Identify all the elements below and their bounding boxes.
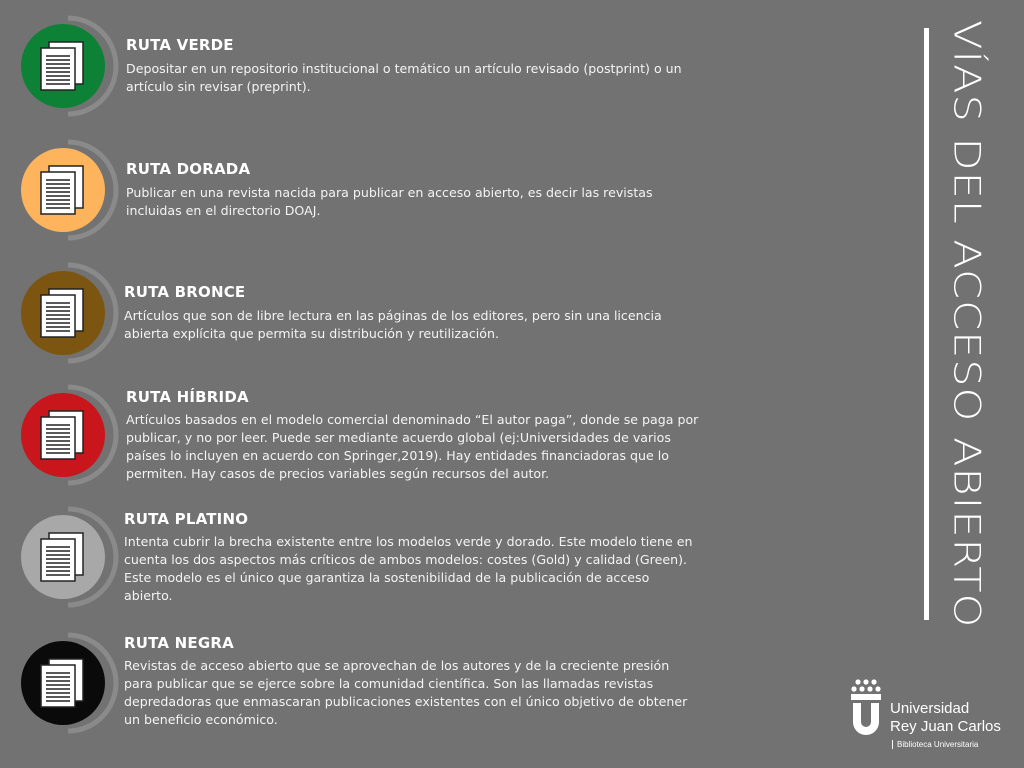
route-description: Publicar en una revista nacida para publicar en acceso abierto, es decir las revistas incluidas en el directorio DOAJ. xyxy=(126,185,653,218)
side-divider-line xyxy=(924,28,929,620)
logo-name-line1: Universidad xyxy=(890,700,970,717)
document-stack-icon xyxy=(16,505,120,609)
route-title: RUTA HÍBRIDA xyxy=(126,388,249,406)
side-title xyxy=(945,20,995,630)
route-badge xyxy=(16,14,120,118)
document-stack-icon xyxy=(16,138,120,242)
route-badge xyxy=(16,138,120,242)
route-negra xyxy=(0,631,720,741)
logo-name-line2: Rey Juan Carlos xyxy=(890,718,1001,735)
route-verde xyxy=(0,14,720,124)
route-description: Revistas de acceso abierto que se aprovechan de los autores y de la creciente presión para publicar que se ejerce sobre la comunidad científica. Son las llamadas revistas depredadoras que enmascaran publicaciones existentes con el único objetivo de obtener un beneficio económico. xyxy=(124,658,688,727)
route-title: RUTA PLATINO xyxy=(124,510,249,528)
route-description: Depositar en un repositorio institucional o temático un artículo revisado (postprint) o un artículo sin revisar (preprint). xyxy=(126,61,682,94)
route-title: RUTA BRONCE xyxy=(124,283,246,301)
logo-name xyxy=(890,700,1001,736)
route-bronce xyxy=(0,261,720,371)
route-title: RUTA VERDE xyxy=(126,36,234,54)
logo-subtitle: Biblioteca Universitaria xyxy=(892,740,978,749)
route-hibrida xyxy=(0,383,720,493)
route-badge xyxy=(16,505,120,609)
university-logo xyxy=(846,678,1016,758)
route-badge xyxy=(16,631,120,735)
route-badge xyxy=(16,383,120,487)
document-stack-icon xyxy=(16,631,120,735)
document-stack-icon xyxy=(16,14,120,118)
route-dorada xyxy=(0,138,720,248)
route-platino xyxy=(0,505,720,615)
route-title: RUTA DORADA xyxy=(126,160,251,178)
urjc-logo-icon xyxy=(846,678,886,740)
side-title-text: VÍAS DEL ACCESO ABIERTO xyxy=(945,20,988,629)
document-stack-icon xyxy=(16,261,120,365)
route-badge xyxy=(16,261,120,365)
route-description: Artículos basados en el modelo comercial denominado “El autor paga”, donde se paga por publicar, y no por leer. Puede ser mediante acuerdo global (ej:Universidades de varios países lo incluyen en acuerdo con Springer,2019). Hay entidades financiadoras que lo permiten. Hay casos de precios variables según recursos del autor. xyxy=(126,412,699,481)
route-description: Intenta cubrir la brecha existente entre los modelos verde y dorado. Este modelo tiene en cuenta los dos aspectos más críticos de ambos modelos: costes (Gold) y calidad (Green). Este modelo es el único que garantiza la sostenibilidad de la publicación de acceso abierto. xyxy=(124,534,693,603)
route-description: Artículos que son de libre lectura en las páginas de los editores, pero sin una licencia abierta explícita que permita su distribución y reutilización. xyxy=(124,308,662,341)
route-title: RUTA NEGRA xyxy=(124,634,234,652)
document-stack-icon xyxy=(16,383,120,487)
